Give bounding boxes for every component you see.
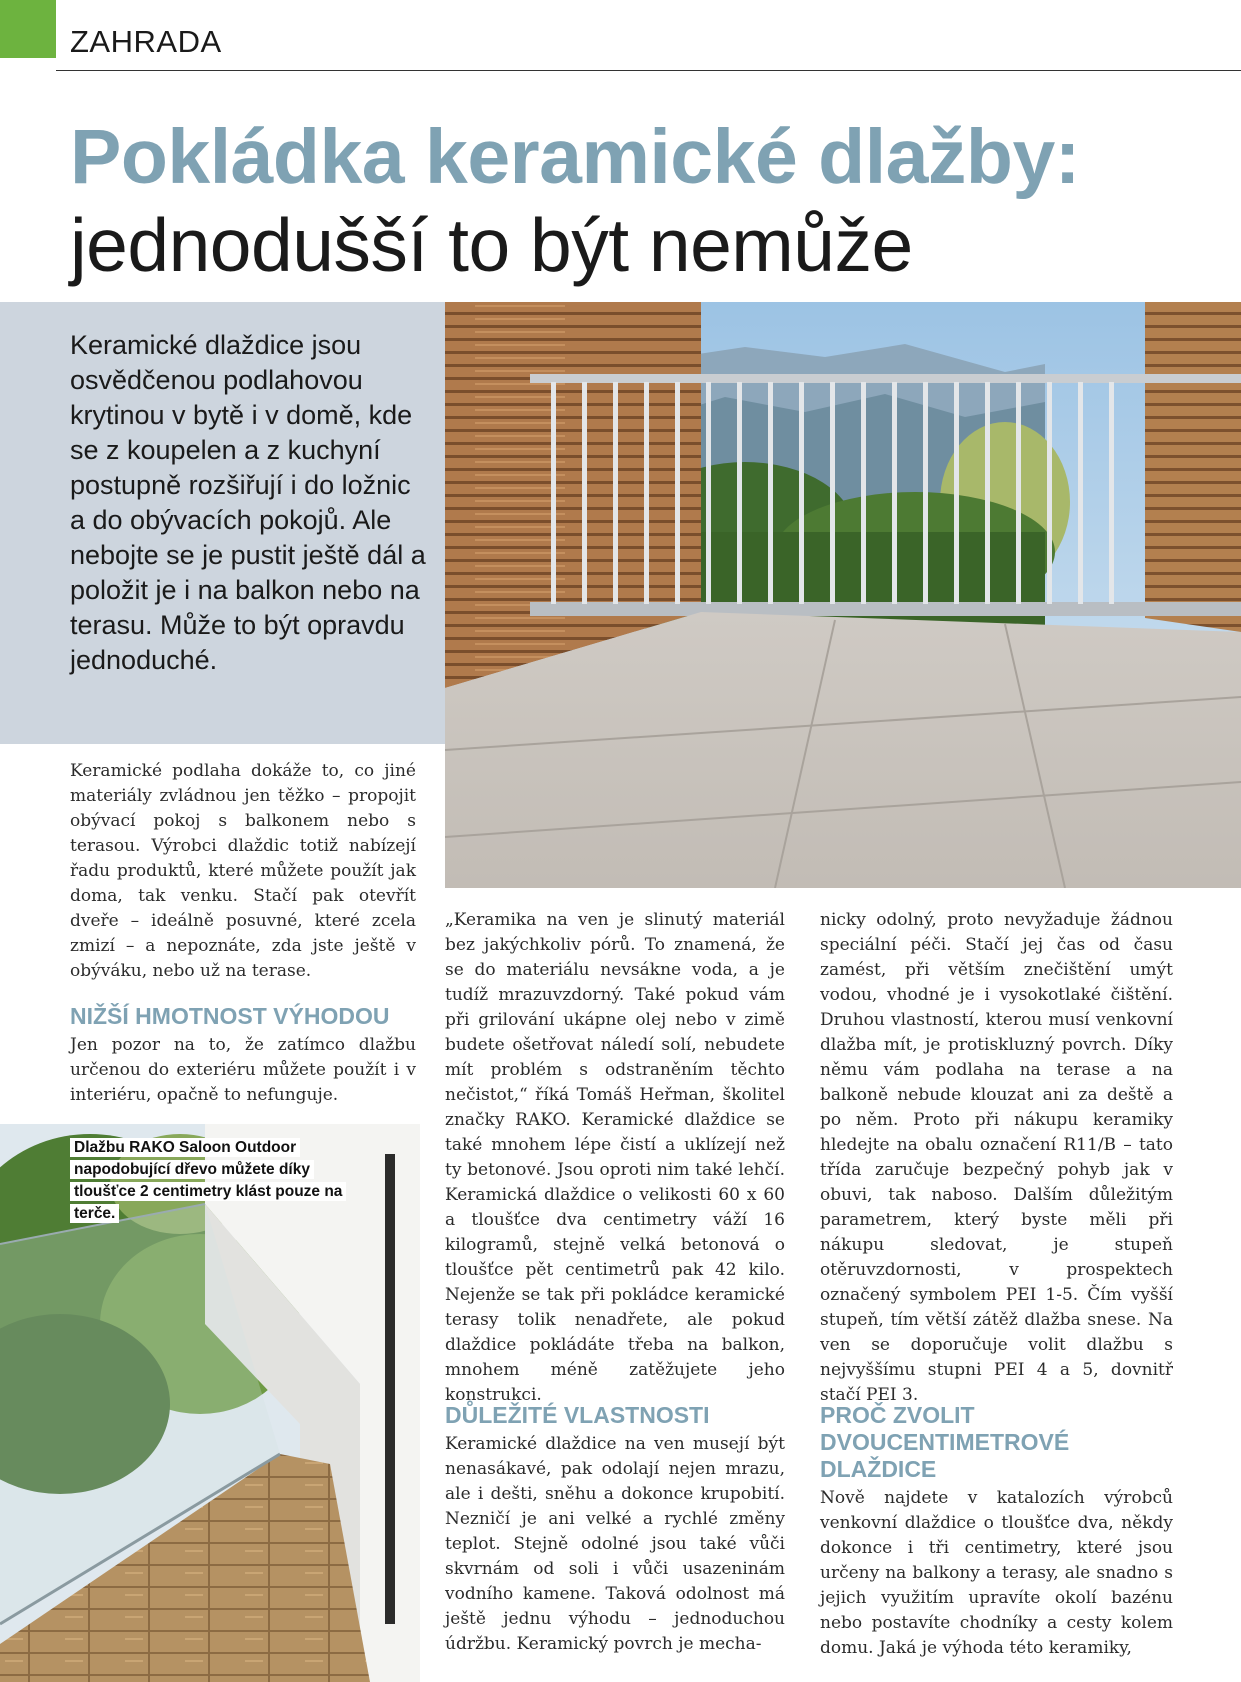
body-paragraph-quote: „Keramika na ven je slinutý materiál bez jakýchkoliv pórů. To znamená, že se do materiálu nevsákne voda, a je tudíž mrazuvzdorný. Také pokud vám při grilování ukápne olej nebo v zimě budete ošetřovat náledí solí, nebudete mít problém s odstraněním těchto nečistot,“ říká Tomáš Heřman, školitel značky RAKO. Keramické dlaždice se také mnohem lépe čistí a uklízejí než ty betonové. Jsou oproti nim také lehčí. Keramická dlaždice o velikosti 60 x 60 a tloušťce dva centimetry váží 16 kilogramů, stejně velká betonová o tloušťce pět centimetrů pak 42 kilo. Nejenže se tak při pokládce keramické terasy tolik nenadřete, ale pokud dlaždice pokládáte třeba na balkon, mnohem méně zatěžujete jeho konstrukci. [445, 910, 785, 1405]
subheading-weight: NIŽŠÍ HMOTNOST VÝHODOU [70, 1003, 390, 1029]
terrace-photo [445, 302, 1241, 888]
article-subtitle: jednodušší to být nemůže [70, 203, 913, 287]
header-rule [56, 70, 1241, 71]
photo-caption: Dlažbu RAKO Saloon Outdoor napodobující dřevo můžete díky tloušťce 2 centimetry klást pouze na terče. [70, 1137, 355, 1225]
section-label: ZAHRADA [70, 24, 222, 59]
body-paragraph-interior: Jen pozor na to, že zatímco dlažbu určenou do exteriéru můžete použít i v interiéru, opačně to nefunguje. [70, 1035, 416, 1105]
section-color-marker [0, 0, 56, 58]
article-title: Pokládka keramické dlažby: [70, 114, 1080, 200]
body-paragraph-intro: Keramické podlaha dokáže to, co jiné materiály zvládnou jen těžko – propojit obývací pokoj s balkonem nebo s terasou. Výrobci dlaždic totiž nabízejí řadu produktů, které můžete použít jak doma, tak venku. Stačí pak otevřít dveře – ideálně posuvné, které zcela zmizí – a nepoznáte, zda jste ještě v obýváku, nebo už na terase. [70, 761, 416, 981]
body-paragraph-properties: Keramické dlaždice na ven musejí být nenasákavé, pak odolají nejen mrazu, ale i dešti, sněhu a dokonce krupobití. Nezničí je ani velké a rychlé změny teplot. Stejně odolné jsou také vůči skvrnám od soli i vůči usazeninám vodního kamene. Taková odolnost má ještě jednu výhodu – jednoduchou údržbu. Keramický povrch je mecha- [445, 1434, 785, 1654]
subheading-two-cm-tiles: PROČ ZVOLIT DVOUCENTIMETROVÉ DLAŽDICE [820, 1402, 1070, 1482]
lead-paragraph: Keramické dlaždice jsou osvědčenou podlahovou krytinou v bytě i v domě, kde se z koupelen a z kuchyní postupně rozšiřují i do ložnic a do obývacích pokojů. Ale nebojte se je pustit ještě dál a položit je i na balkon nebo na terasu. Může to být opravdu jednoduché. [70, 330, 426, 675]
body-paragraph-properties-cont: nicky odolný, proto nevyžaduje žádnou speciální péči. Stačí jej čas od času zamést, při větším znečištění umýt vodou, vhodné je i vysokotlaké čištění. Druhou vlastností, kterou musí venkovní dlažba mít, je protiskluzný povrch. Díky němu vám podlaha na terase a na balkoně nebude klouzat ani za deště a po něm. Proto při nákupu keramiky hledejte na obalu označení R11/B – tato třída zaručuje bezpečný pohyb jak v obuvi, tak naboso. Dalším důležitým parametrem, který byste měli při nákupu sledovat, je stupeň otěruvzdornosti, v prospektech označený symbolem PEI 1-5. Čím vyšší stupeň, tím větší zátěž dlažba snese. Na ven se doporučuje volit dlažbu s nejvyššímu stupni PEI 4 a 5, dovnitř stačí PEI 3. [820, 910, 1173, 1405]
body-paragraph-two-cm-tiles: Nově najdete v katalozích výrobců venkovní dlaždice o tloušťce dva, někdy dokonce i tři centimetry, které jsou určeny na balkony a terasy, ale snadno s jejich využitím upravíte okolí bazénu nebo postavíte chodníky a cesty kolem domu. Jaká je výhoda této keramiky, [820, 1488, 1173, 1658]
subheading-properties: DŮLEŽITÉ VLASTNOSTI [445, 1402, 710, 1428]
